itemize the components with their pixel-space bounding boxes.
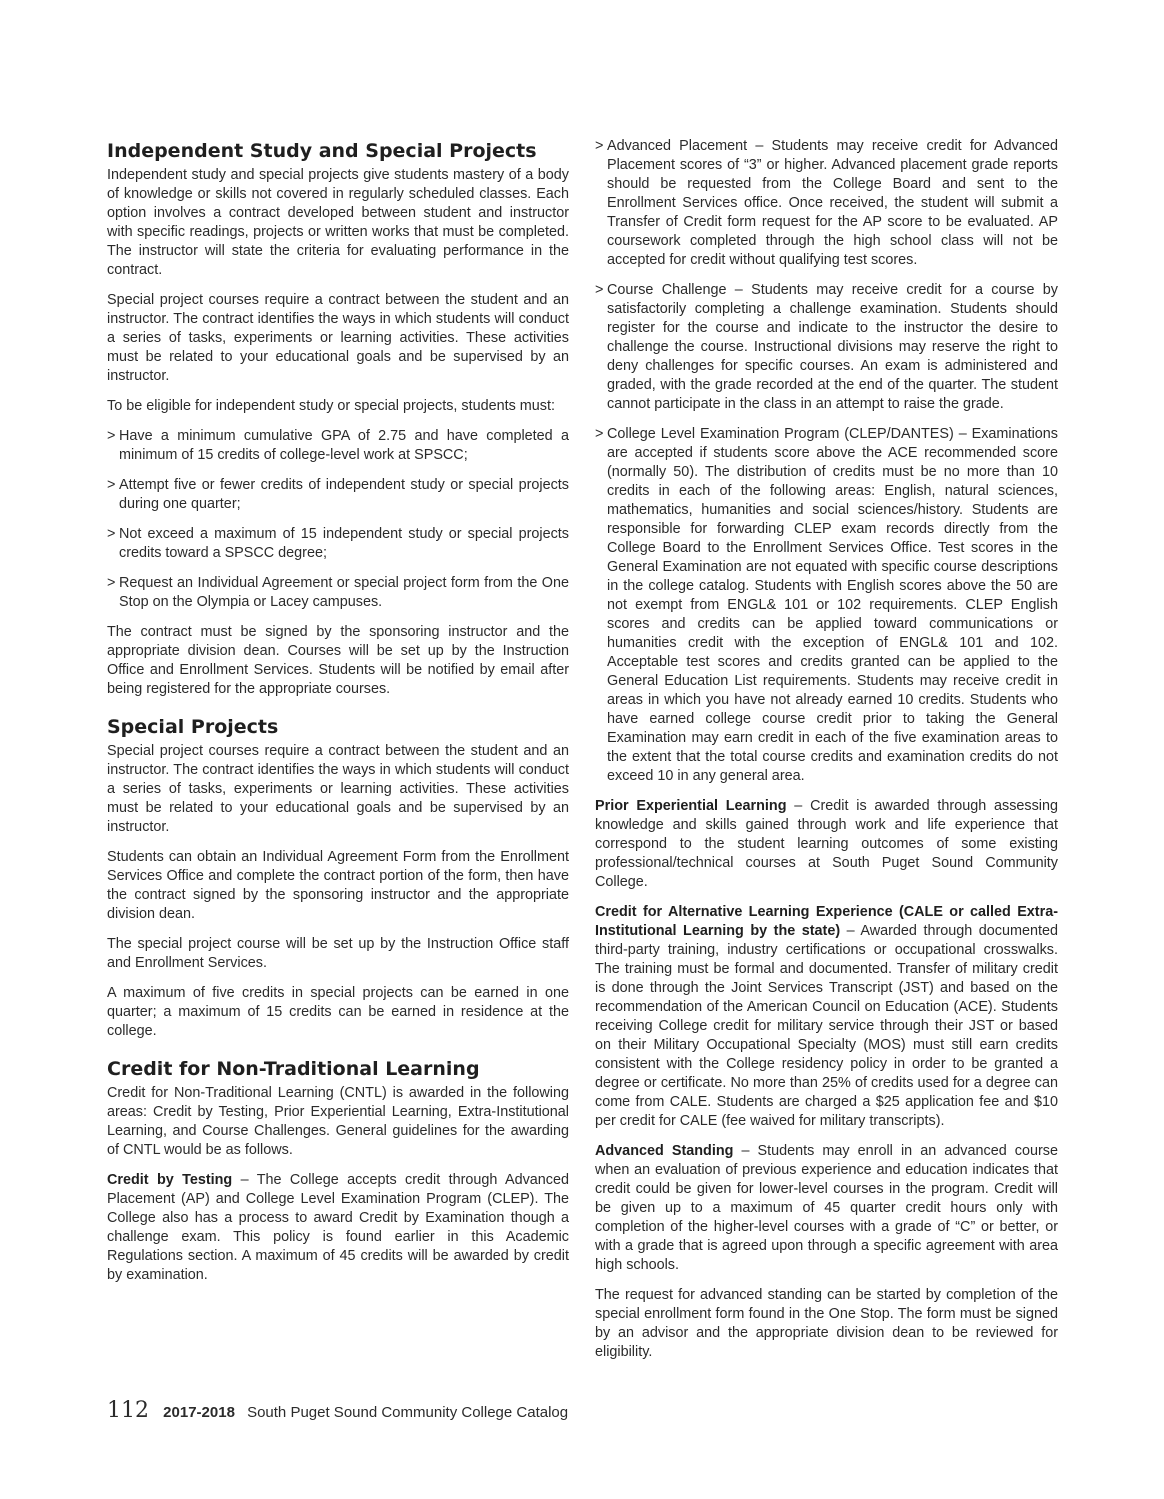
catalog-year: 2017-2018 (163, 1404, 235, 1421)
list-item: > Have a minimum cumulative GPA of 2.75 and have completed a minimum of 15 credits of college-level work at SPSCC; (107, 428, 569, 463)
paragraph: Special project courses require a contract between the student and an instructor. The contract identifies the ways in which students will conduct a series of tasks, experiments or learning activities. These activities must be related to your educational goals and be supervised by an instructor. (107, 743, 569, 835)
heading-credit-non-traditional: Credit for Non-Traditional Learning (107, 1058, 480, 1080)
run-in-heading: Advanced Standing (595, 1143, 734, 1159)
bullet-marker: > (595, 282, 604, 298)
page-footer (107, 1396, 568, 1428)
list-item: > Course Challenge – Students may receive credit for a course by satisfactorily completing a challenge examination. Students should register for the course and indicate to the instructor the desire to challenge the course. Instructional divisions may reserve the right to deny challenges for specific courses. An exam is administered and graded, with the grade recorded at the end of the quarter. The student cannot participate in the class in an attempt to raise the grade. (595, 282, 1058, 412)
paragraph: Independent study and special projects give students mastery of a body of knowledge or skills not covered in regularly scheduled classes. Each option involves a contract developed between student and instructor with specific readings, projects or written works that must be completed. The instructor will state the criteria for evaluating performance in the contract. (107, 167, 569, 278)
paragraph: The request for advanced standing can be started by completion of the special enrollment form found in the One Stop. The form must be signed by an advisor and the appropriate division dean to be reviewed for eligibility. (595, 1287, 1058, 1360)
paragraph: A maximum of five credits in special projects can be earned in one quarter; a maximum of 15 credits can be earned in residence at the college. (107, 985, 569, 1039)
paragraph: Credit for Non-Traditional Learning (CNTL) is awarded in the following areas: Credit by Testing, Prior Experiential Learning, Extra-Institutional Learning, and Course Challenges. General guidelines for the awarding of CNTL would be as follows. (107, 1085, 569, 1158)
paragraph-cale: Credit for Alternative Learning Experience (CALE or called Extra-Institutional Learning by the state) – Awarded through documented third-party training, industry certifications or occupational crosswalks. The training must be formal and documented. Transfer of military credit is done through the Joint Services Transcript (JST) and based on the recommendation of the American Council on Education (ACE). Students receiving College credit for military service through their JST or based on their Military Occupational Specialty (MOS) must still earn credits consistent with the College residency policy in order to be granted a degree or certificate. No more than 25% of credits used for a degree can come from CALE. Students are charged a $25 application fee and $10 per credit for CALE (fee waived for military transcripts). (595, 904, 1058, 1129)
list-item: > Advanced Placement – Students may receive credit for Advanced Placement scores of “3” or higher. Advanced placement grade reports should be requested from the College Board and sent to the Enrollment Services office. Once received, the student will submit a Transfer of Credit form request for the AP score to be evaluated. AP coursework completed through the high school class will not be accepted for credit without qualifying test scores. (595, 138, 1058, 268)
list-item: > Request an Individual Agreement or special project form from the One Stop on the Olympia or Lacey campuses. (107, 575, 569, 610)
list-item: > Not exceed a maximum of 15 independent study or special projects credits toward a SPSCC degree; (107, 526, 569, 561)
heading-independent-study: Independent Study and Special Projects (107, 140, 537, 162)
run-in-heading: Prior Experiential Learning (595, 798, 787, 814)
paragraph: The contract must be signed by the sponsoring instructor and the appropriate division dean. Courses will be set up by the Instruction Office and Enrollment Services. Students will be notified by email after being registered for the appropriate courses. (107, 624, 569, 697)
paragraph: Special project courses require a contract between the student and an instructor. The contract identifies the ways in which students will conduct a series of tasks, experiments or learning activities. These activities must be related to your educational goals and be supervised by an instructor. (107, 292, 569, 384)
right-column (595, 137, 1058, 1373)
left-column (107, 137, 569, 1296)
bullet-marker: > (107, 526, 116, 542)
page-number: 112 (107, 1398, 149, 1423)
heading-special-projects: Special Projects (107, 716, 279, 738)
list-item: > College Level Examination Program (CLEP/DANTES) – Examinations are accepted if students score above the ACE recommended score (normally 50). The distribution of credits must be no more than 10 credits in each of the following areas: English, natural sciences, mathematics, humanities and social sciences/history. Students are responsible for forwarding CLEP exam records directly from the College Board to the Enrollment Services Office. Test scores in the General Examination are not equated with specific course descriptions in the college catalog. Students with English scores above the 50 are not exempt from ENGL& 101 or 102 requirements. CLEP English scores and credits can be applied toward communications or humanities credit with the exception of ENGL& 101 and 102. Acceptable test scores and credits granted can be applied to the General Education List requirements. Students may receive credit in areas in which you have not already earned 10 credits. Students who have earned college course credit prior to taking the General Examination may earn credit in each of the five examination areas to the extent that the total course credits and examination credits do not exceed 10 in any general area. (595, 426, 1058, 784)
paragraph: To be eligible for independent study or special projects, students must: (107, 398, 555, 414)
catalog-title: South Puget Sound Community College Catalog (247, 1404, 569, 1421)
bullet-marker: > (107, 477, 116, 493)
paragraph: Students can obtain an Individual Agreement Form from the Enrollment Services Office and complete the contract portion of the form, then have the contract signed by the sponsoring instructor and the appropriate division dean. (107, 849, 569, 922)
paragraph: The special project course will be set up by the Instruction Office staff and Enrollment Services. (107, 936, 569, 971)
list-item: > Attempt five or fewer credits of independent study or special projects during one quarter; (107, 477, 569, 512)
paragraph-advanced-standing: Advanced Standing – Students may enroll in an advanced course when an evaluation of previous experience and education indicates that credit could be given for lower-level courses in the program. Credit will be given up to a maximum of 45 quarter credit hours only with completion of the higher-level courses with a grade of “C” or better, or with a grade that is agreed upon through a specific agreement with area high schools. (595, 1143, 1058, 1273)
paragraph-prior-experiential: Prior Experiential Learning – Credit is awarded through assessing knowledge and skills gained through work and life experience that correspond to the student learning outcomes of some existing professional/technical courses at South Puget Sound Community College. (595, 798, 1058, 890)
bullet-marker: > (107, 575, 116, 591)
bullet-marker: > (595, 426, 604, 442)
run-in-heading: Credit by Testing (107, 1172, 233, 1188)
run-in-heading: Credit for Alternative Learning Experience (CALE or called Extra-Institutional Learning by the state) (595, 904, 1058, 939)
paragraph-credit-by-testing: Credit by Testing – The College accepts credit through Advanced Placement (AP) and College Level Examination Program (CLEP). The College also has a process to award Credit by Examination though a challenge exam. This policy is found earlier in this Academic Regulations section. A maximum of 45 credits will be awarded by credit by examination. (107, 1172, 570, 1283)
bullet-marker: > (595, 138, 604, 154)
bullet-marker: > (107, 428, 116, 444)
